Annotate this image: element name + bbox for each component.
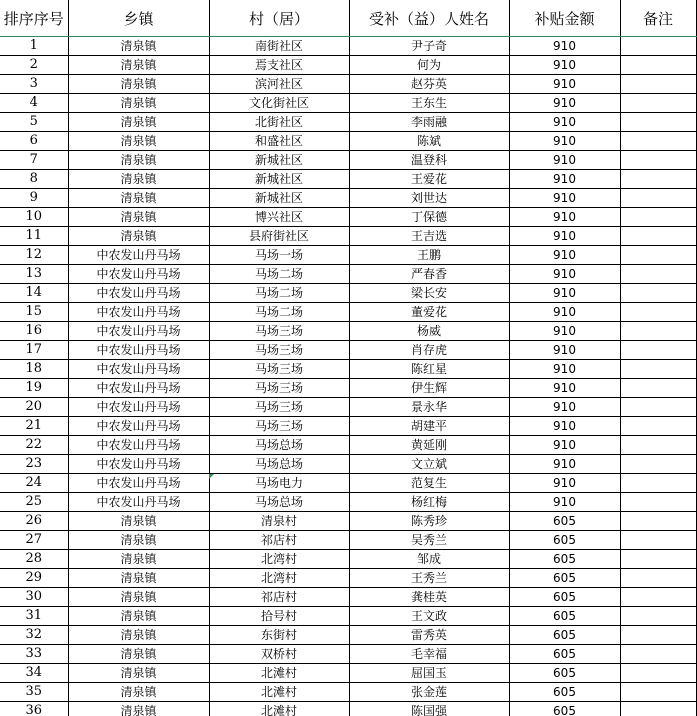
amount-cell[interactable]: 910 <box>509 341 620 360</box>
remarks-cell[interactable] <box>620 379 696 398</box>
township-cell[interactable]: 清泉镇 <box>68 37 209 56</box>
header-cell-subsidy-amount[interactable]: 补贴金额 <box>509 0 620 37</box>
village-cell[interactable]: 北湾村 <box>209 550 349 569</box>
name-cell[interactable]: 王鹏 <box>349 246 509 265</box>
village-cell[interactable]: 祁店村 <box>209 588 349 607</box>
village-cell[interactable]: 马场总场 <box>209 493 349 512</box>
amount-cell[interactable]: 605 <box>509 569 620 588</box>
index-cell[interactable]: 15 <box>0 303 68 322</box>
remarks-cell[interactable] <box>620 322 696 341</box>
table-body <box>0 37 696 716</box>
remarks-cell[interactable] <box>620 531 696 550</box>
table-row <box>0 113 696 132</box>
village-cell[interactable]: 马场总场 <box>209 455 349 474</box>
village-cell[interactable]: 清泉村 <box>209 512 349 531</box>
index-cell[interactable]: 10 <box>0 208 68 227</box>
index-cell[interactable]: 26 <box>0 512 68 531</box>
index-cell[interactable]: 7 <box>0 151 68 170</box>
amount-cell[interactable]: 910 <box>509 37 620 56</box>
table-row <box>0 265 696 284</box>
remarks-cell[interactable] <box>620 683 696 702</box>
remarks-cell[interactable] <box>620 227 696 246</box>
name-cell[interactable]: 赵芬英 <box>349 75 509 94</box>
name-cell[interactable]: 陈红星 <box>349 360 509 379</box>
name-cell[interactable]: 王爱花 <box>349 170 509 189</box>
amount-cell[interactable]: 910 <box>509 474 620 493</box>
remarks-cell[interactable] <box>620 455 696 474</box>
village-cell[interactable]: 滨河社区 <box>209 75 349 94</box>
village-cell[interactable]: 拾号村 <box>209 607 349 626</box>
remarks-cell[interactable] <box>620 189 696 208</box>
name-cell[interactable]: 李雨融 <box>349 113 509 132</box>
remarks-cell[interactable] <box>620 398 696 417</box>
village-cell[interactable]: 和盛社区 <box>209 132 349 151</box>
table-row <box>0 246 696 265</box>
amount-cell[interactable]: 605 <box>509 702 620 716</box>
township-cell[interactable]: 清泉镇 <box>68 607 209 626</box>
name-cell[interactable]: 董爱花 <box>349 303 509 322</box>
village-cell[interactable]: 博兴社区 <box>209 208 349 227</box>
village-cell[interactable]: 马场三场 <box>209 341 349 360</box>
name-cell[interactable]: 毛幸福 <box>349 645 509 664</box>
index-cell[interactable]: 3 <box>0 75 68 94</box>
village-cell[interactable]: 马场三场 <box>209 360 349 379</box>
index-cell[interactable]: 21 <box>0 417 68 436</box>
village-cell[interactable]: 南街社区 <box>209 37 349 56</box>
table-row <box>0 664 696 683</box>
village-cell[interactable]: 北滩村 <box>209 683 349 702</box>
township-cell[interactable]: 清泉镇 <box>68 189 209 208</box>
remarks-cell[interactable] <box>620 626 696 645</box>
table-row <box>0 75 696 94</box>
name-cell[interactable]: 梁长安 <box>349 284 509 303</box>
index-cell[interactable]: 5 <box>0 113 68 132</box>
index-cell[interactable]: 17 <box>0 341 68 360</box>
index-cell[interactable]: 33 <box>0 645 68 664</box>
name-cell[interactable]: 胡建平 <box>349 417 509 436</box>
table-row <box>0 398 696 417</box>
name-cell[interactable]: 范复生 <box>349 474 509 493</box>
remarks-cell[interactable] <box>620 284 696 303</box>
name-cell[interactable]: 尹子奇 <box>349 37 509 56</box>
amount-cell[interactable]: 910 <box>509 284 620 303</box>
index-cell[interactable]: 35 <box>0 683 68 702</box>
table-row <box>0 550 696 569</box>
township-cell[interactable]: 中农发山丹马场 <box>68 265 209 284</box>
township-cell[interactable]: 中农发山丹马场 <box>68 493 209 512</box>
amount-cell[interactable]: 910 <box>509 379 620 398</box>
table-row <box>0 189 696 208</box>
remarks-cell[interactable] <box>620 341 696 360</box>
index-cell[interactable]: 8 <box>0 170 68 189</box>
name-cell[interactable]: 王文政 <box>349 607 509 626</box>
index-cell[interactable]: 31 <box>0 607 68 626</box>
township-cell[interactable]: 清泉镇 <box>68 208 209 227</box>
name-cell[interactable]: 陈秀珍 <box>349 512 509 531</box>
table-row <box>0 170 696 189</box>
index-cell[interactable]: 22 <box>0 436 68 455</box>
township-cell[interactable]: 清泉镇 <box>68 151 209 170</box>
name-cell[interactable]: 文立斌 <box>349 455 509 474</box>
remarks-cell[interactable] <box>620 94 696 113</box>
table-row <box>0 379 696 398</box>
amount-cell[interactable]: 910 <box>509 436 620 455</box>
name-cell[interactable]: 景永华 <box>349 398 509 417</box>
amount-cell[interactable]: 605 <box>509 550 620 569</box>
remarks-cell[interactable] <box>620 113 696 132</box>
header-cell-beneficiary-name[interactable]: 受补（益）人姓名 <box>349 0 509 37</box>
table-row <box>0 151 696 170</box>
village-cell[interactable]: 马场三场 <box>209 398 349 417</box>
table-row <box>0 227 696 246</box>
name-cell[interactable]: 雷秀英 <box>349 626 509 645</box>
township-cell[interactable]: 清泉镇 <box>68 56 209 75</box>
remarks-cell[interactable] <box>620 436 696 455</box>
village-cell[interactable]: 马场总场 <box>209 436 349 455</box>
township-cell[interactable]: 中农发山丹马场 <box>68 303 209 322</box>
village-cell[interactable]: 马场三场 <box>209 322 349 341</box>
name-cell[interactable]: 陈国强 <box>349 702 509 716</box>
index-cell[interactable]: 18 <box>0 360 68 379</box>
index-cell[interactable]: 30 <box>0 588 68 607</box>
township-cell[interactable]: 中农发山丹马场 <box>68 474 209 493</box>
amount-cell[interactable]: 910 <box>509 189 620 208</box>
header-cell-index[interactable]: 排序序号 <box>0 0 68 37</box>
index-cell[interactable]: 11 <box>0 227 68 246</box>
township-cell[interactable]: 清泉镇 <box>68 227 209 246</box>
table-row <box>0 208 696 227</box>
header-cell-township[interactable]: 乡镇 <box>68 0 209 37</box>
amount-cell[interactable]: 910 <box>509 94 620 113</box>
name-cell[interactable]: 王秀兰 <box>349 569 509 588</box>
remarks-cell[interactable] <box>620 170 696 189</box>
village-cell[interactable]: 北湾村 <box>209 569 349 588</box>
name-cell[interactable]: 龚桂英 <box>349 588 509 607</box>
name-cell[interactable]: 丁保德 <box>349 208 509 227</box>
name-cell[interactable]: 伊生辉 <box>349 379 509 398</box>
table-row <box>0 531 696 550</box>
township-cell[interactable]: 清泉镇 <box>68 94 209 113</box>
amount-cell[interactable]: 910 <box>509 75 620 94</box>
table-row <box>0 569 696 588</box>
name-cell[interactable]: 屈国玉 <box>349 664 509 683</box>
amount-cell[interactable]: 910 <box>509 455 620 474</box>
township-cell[interactable]: 清泉镇 <box>68 170 209 189</box>
remarks-cell[interactable] <box>620 569 696 588</box>
remarks-cell[interactable] <box>620 151 696 170</box>
township-cell[interactable]: 中农发山丹马场 <box>68 436 209 455</box>
table-row <box>0 303 696 322</box>
amount-cell[interactable]: 910 <box>509 322 620 341</box>
amount-cell[interactable]: 605 <box>509 607 620 626</box>
remarks-cell[interactable] <box>620 246 696 265</box>
township-cell[interactable]: 中农发山丹马场 <box>68 322 209 341</box>
amount-cell[interactable]: 910 <box>509 132 620 151</box>
index-cell[interactable]: 34 <box>0 664 68 683</box>
village-cell[interactable]: 马场三场 <box>209 417 349 436</box>
township-cell[interactable]: 清泉镇 <box>68 626 209 645</box>
remarks-cell[interactable] <box>620 512 696 531</box>
amount-cell[interactable]: 605 <box>509 683 620 702</box>
village-cell[interactable]: 马场二场 <box>209 303 349 322</box>
remarks-cell[interactable] <box>620 664 696 683</box>
name-cell[interactable]: 陈斌 <box>349 132 509 151</box>
table-row <box>0 360 696 379</box>
township-cell[interactable]: 中农发山丹马场 <box>68 284 209 303</box>
amount-cell[interactable]: 910 <box>509 151 620 170</box>
remarks-cell[interactable] <box>620 360 696 379</box>
remarks-cell[interactable] <box>620 645 696 664</box>
remarks-cell[interactable] <box>620 417 696 436</box>
name-cell[interactable]: 王吉选 <box>349 227 509 246</box>
village-cell[interactable]: 新城社区 <box>209 189 349 208</box>
township-cell[interactable]: 清泉镇 <box>68 664 209 683</box>
township-cell[interactable]: 清泉镇 <box>68 512 209 531</box>
village-cell[interactable]: 马场三场 <box>209 379 349 398</box>
index-cell[interactable]: 9 <box>0 189 68 208</box>
table-row <box>0 417 696 436</box>
amount-cell[interactable]: 910 <box>509 208 620 227</box>
remarks-cell[interactable] <box>620 588 696 607</box>
remarks-cell[interactable] <box>620 702 696 716</box>
name-cell[interactable]: 张金莲 <box>349 683 509 702</box>
remarks-cell[interactable] <box>620 303 696 322</box>
index-cell[interactable]: 24 <box>0 474 68 493</box>
amount-cell[interactable]: 910 <box>509 246 620 265</box>
table-row <box>0 94 696 113</box>
township-cell[interactable]: 中农发山丹马场 <box>68 341 209 360</box>
index-cell[interactable]: 6 <box>0 132 68 151</box>
village-cell[interactable]: 东街村 <box>209 626 349 645</box>
index-cell[interactable]: 32 <box>0 626 68 645</box>
remarks-cell[interactable] <box>620 132 696 151</box>
village-cell[interactable]: 马场一场 <box>209 246 349 265</box>
township-cell[interactable]: 中农发山丹马场 <box>68 379 209 398</box>
township-cell[interactable]: 中农发山丹马场 <box>68 246 209 265</box>
township-cell[interactable]: 中农发山丹马场 <box>68 360 209 379</box>
village-cell[interactable]: 双桥村 <box>209 645 349 664</box>
index-cell[interactable]: 2 <box>0 56 68 75</box>
index-cell[interactable]: 14 <box>0 284 68 303</box>
name-cell[interactable]: 何为 <box>349 56 509 75</box>
village-cell[interactable]: 马场二场 <box>209 265 349 284</box>
amount-cell[interactable]: 910 <box>509 265 620 284</box>
village-cell[interactable]: 祁店村 <box>209 531 349 550</box>
remarks-cell[interactable] <box>620 550 696 569</box>
header-cell-village[interactable]: 村（居） <box>209 0 349 37</box>
index-cell[interactable]: 16 <box>0 322 68 341</box>
village-cell[interactable]: 焉支社区 <box>209 56 349 75</box>
name-cell[interactable]: 肖存虎 <box>349 341 509 360</box>
township-cell[interactable]: 清泉镇 <box>68 702 209 716</box>
table-row <box>0 512 696 531</box>
township-cell[interactable]: 清泉镇 <box>68 645 209 664</box>
village-cell[interactable]: 北街社区 <box>209 113 349 132</box>
header-cell-remarks[interactable]: 备注 <box>620 0 696 37</box>
name-cell[interactable]: 黄延刚 <box>349 436 509 455</box>
table-row <box>0 702 696 716</box>
name-cell[interactable]: 刘世达 <box>349 189 509 208</box>
table-row <box>0 341 696 360</box>
index-cell[interactable]: 23 <box>0 455 68 474</box>
amount-cell[interactable]: 605 <box>509 626 620 645</box>
index-cell[interactable]: 4 <box>0 94 68 113</box>
township-cell[interactable]: 清泉镇 <box>68 132 209 151</box>
township-cell[interactable]: 中农发山丹马场 <box>68 455 209 474</box>
village-cell[interactable]: 文化街社区 <box>209 94 349 113</box>
name-cell[interactable]: 严春香 <box>349 265 509 284</box>
table-row <box>0 56 696 75</box>
index-cell[interactable]: 20 <box>0 398 68 417</box>
table-row <box>0 645 696 664</box>
cell-error-indicator <box>209 474 214 479</box>
remarks-cell[interactable] <box>620 493 696 512</box>
table-row <box>0 588 696 607</box>
remarks-cell[interactable] <box>620 75 696 94</box>
amount-cell[interactable]: 605 <box>509 512 620 531</box>
table-row <box>0 626 696 645</box>
remarks-cell[interactable] <box>620 607 696 626</box>
header-row <box>0 0 696 37</box>
amount-cell[interactable]: 910 <box>509 113 620 132</box>
index-cell[interactable]: 28 <box>0 550 68 569</box>
name-cell[interactable]: 邹成 <box>349 550 509 569</box>
township-cell[interactable]: 清泉镇 <box>68 550 209 569</box>
table-row <box>0 37 696 56</box>
index-cell[interactable]: 1 <box>0 37 68 56</box>
township-cell[interactable]: 中农发山丹马场 <box>68 417 209 436</box>
village-cell[interactable]: 马场二场 <box>209 284 349 303</box>
name-cell[interactable]: 温登科 <box>349 151 509 170</box>
index-cell[interactable]: 12 <box>0 246 68 265</box>
township-cell[interactable]: 清泉镇 <box>68 75 209 94</box>
index-cell[interactable]: 27 <box>0 531 68 550</box>
village-cell[interactable]: 北滩村 <box>209 664 349 683</box>
remarks-cell[interactable] <box>620 208 696 227</box>
amount-cell[interactable]: 910 <box>509 170 620 189</box>
amount-cell[interactable]: 605 <box>509 531 620 550</box>
table-row <box>0 455 696 474</box>
table-row <box>0 322 696 341</box>
remarks-cell[interactable] <box>620 474 696 493</box>
amount-cell[interactable]: 605 <box>509 664 620 683</box>
table-row <box>0 132 696 151</box>
name-cell[interactable]: 杨红梅 <box>349 493 509 512</box>
township-cell[interactable]: 清泉镇 <box>68 588 209 607</box>
amount-cell[interactable]: 910 <box>509 56 620 75</box>
village-cell[interactable]: 新城社区 <box>209 170 349 189</box>
village-cell[interactable]: 新城社区 <box>209 151 349 170</box>
amount-cell[interactable]: 910 <box>509 417 620 436</box>
remarks-cell[interactable] <box>620 265 696 284</box>
index-cell[interactable]: 19 <box>0 379 68 398</box>
index-cell[interactable]: 13 <box>0 265 68 284</box>
amount-cell[interactable]: 910 <box>509 303 620 322</box>
name-cell[interactable]: 杨威 <box>349 322 509 341</box>
remarks-cell[interactable] <box>620 37 696 56</box>
table-row <box>0 474 696 493</box>
township-cell[interactable]: 中农发山丹马场 <box>68 398 209 417</box>
village-cell[interactable]: 县府街社区 <box>209 227 349 246</box>
table-row <box>0 683 696 702</box>
amount-cell[interactable]: 910 <box>509 227 620 246</box>
table-row <box>0 284 696 303</box>
amount-cell[interactable]: 910 <box>509 360 620 379</box>
index-cell[interactable]: 25 <box>0 493 68 512</box>
township-cell[interactable]: 清泉镇 <box>68 569 209 588</box>
township-cell[interactable]: 清泉镇 <box>68 531 209 550</box>
name-cell[interactable]: 吴秀兰 <box>349 531 509 550</box>
village-cell[interactable]: 马场电力 <box>209 474 349 493</box>
township-cell[interactable]: 清泉镇 <box>68 113 209 132</box>
amount-cell[interactable]: 910 <box>509 398 620 417</box>
index-cell[interactable]: 29 <box>0 569 68 588</box>
table-row <box>0 436 696 455</box>
table-row <box>0 493 696 512</box>
township-cell[interactable]: 清泉镇 <box>68 683 209 702</box>
name-cell[interactable]: 王东生 <box>349 94 509 113</box>
remarks-cell[interactable] <box>620 56 696 75</box>
village-cell[interactable]: 北滩村 <box>209 702 349 716</box>
index-cell[interactable]: 36 <box>0 702 68 716</box>
amount-cell[interactable]: 910 <box>509 493 620 512</box>
amount-cell[interactable]: 605 <box>509 588 620 607</box>
amount-cell[interactable]: 605 <box>509 645 620 664</box>
table-row <box>0 607 696 626</box>
